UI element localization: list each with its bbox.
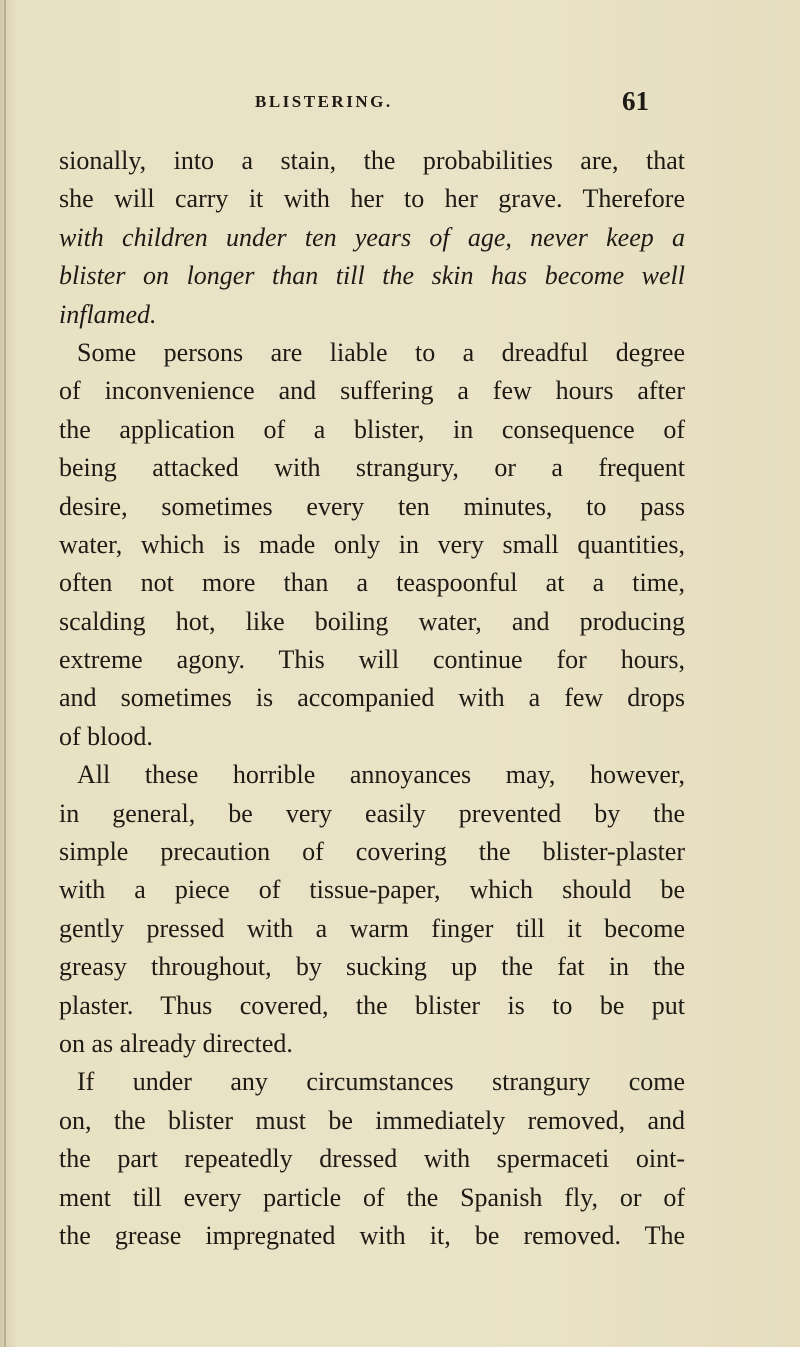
text-line: and sometimes is accompanied with a few drops [59,683,685,713]
text-line: water, which is made only in very small quantities, [59,529,685,559]
text-line: with children under ten years of age, never keep a [59,222,685,252]
text-line: being attacked with strangury, or a frequent [59,453,685,483]
text-line: the part repeatedly dressed with spermaceti oint- [59,1144,685,1174]
text-line: in general, be very easily prevented by the [59,798,685,828]
text-line: plaster. Thus covered, the blister is to be put [59,990,685,1020]
text-line: often not more than a teaspoonful at a time, [59,568,685,598]
page-number: 61 [622,86,649,116]
text-line: on as already directed. [59,1028,293,1058]
text-line: the grease impregnated with it, be removed. The [59,1220,685,1250]
text-line: gently pressed with a warm finger till it become [59,913,685,943]
text-line: extreme agony. This will continue for hours, [59,645,685,675]
text-line: with a piece of tissue-paper, which should be [59,875,685,905]
running-head [60,88,680,118]
text-line: blister on longer than till the skin has become well [59,261,685,291]
text-line: the application of a blister, in consequence of [59,414,685,444]
text-line: simple precaution of covering the blister-plaster [59,837,685,867]
text-line: All these horrible annoyances may, however, [77,760,685,790]
text-line: she will carry it with her to her grave. Therefore [59,184,685,214]
text-line: scalding hot, like boiling water, and producing [59,606,685,636]
text-line: of blood. [59,721,153,751]
text-line: If under any circumstances strangury come [77,1067,685,1097]
text-line: sionally, into a stain, the probabilities are, that [59,146,685,175]
text-line: desire, sometimes every ten minutes, to pass [59,491,685,521]
text-line: ment till every particle of the Spanish fly, or of [59,1182,685,1212]
body-text [59,142,685,1255]
running-title: BLISTERING. [255,92,393,111]
text-line: inflamed. [59,299,157,329]
text-line: of inconvenience and suffering a few hours after [59,376,685,406]
text-line: Some persons are liable to a dreadful degree [77,337,685,367]
text-line: greasy throughout, by sucking up the fat in the [59,952,685,982]
binding-edge [4,0,6,1347]
text-line: on, the blister must be immediately removed, and [59,1105,685,1135]
